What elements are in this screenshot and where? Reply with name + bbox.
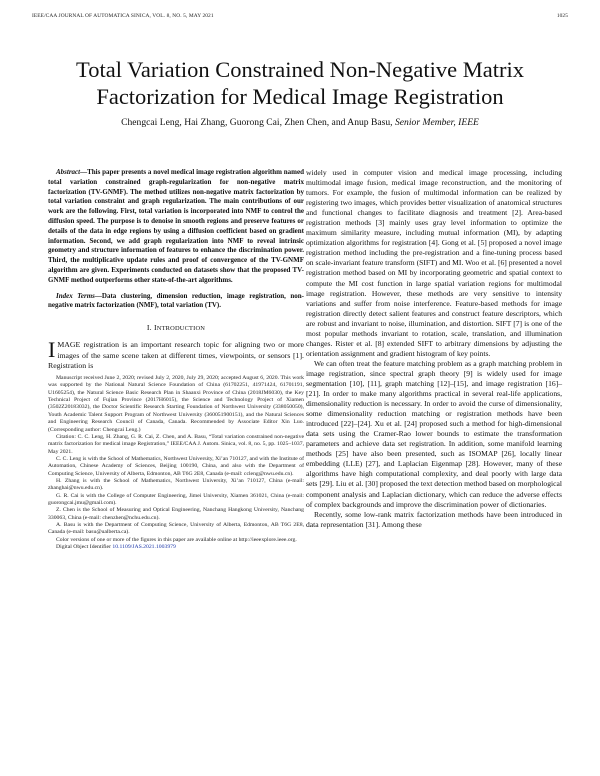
doi-line — [48, 544, 304, 551]
left-column — [48, 168, 304, 551]
drop-cap: I — [48, 337, 56, 363]
footnote-color-versions: Color versions of one or more of the figures in this paper are available online at http://ieeexplore.ieee.org. — [56, 536, 297, 543]
abstract-text: —This paper presents a novel medical image registration algorithm named total variation constrained graph-regularization for non-negative matrix factorization (TV-GNMF). The method utilizes non-negative matrix factorization by total variation constraint and graph regularization. The main contributions of our work are the following. First, total variation is incorporated into NMF to control the diffusion speed. The purpose is to denoise in smooth regions and preserve features or details of the data in edge regions by using a diffusion coefficient based on gradient information. Second, we add graph regularization into NMF to reveal intrinsic geometry and structure information of features to enhance the discrimination power. Third, the multiplicative update rules and proof of convergence of the TV-GNMF algorithm are given. Experiments conducted on datasets show that the proposed TV-GNMF method outperforms other state-of-the-art algorithms. — [48, 168, 304, 284]
section-title-first: I — [153, 323, 157, 333]
section-title-rest: NTRODUCTION — [156, 325, 206, 333]
index-terms — [48, 292, 304, 312]
journal-name: IEEE/CAA JOURNAL OF AUTOMATICA SINICA, VOL. 8, NO. 5, MAY 2021 — [32, 13, 214, 19]
body-paragraph-3: Recently, some low-rank matrix factorization methods have been introduced in data representation [31]. Among these — [306, 509, 562, 529]
index-terms-text: —Data clustering, dimension reduction, image registration, non-negative matrix factorization (NMF), total variation (TV). — [48, 291, 304, 310]
page-number: 1025 — [556, 13, 568, 19]
doi-link[interactable]: 10.1109/JAS.2021.1003979 — [112, 544, 176, 550]
footnote-author-basu: A. Basu is with the Department of Computing Science, University of Alberta, Edmonton, AB T6G 2E8, Canada (e-mail: basu@ualberta.ca). — [48, 521, 304, 536]
paper-title: Total Variation Constrained Non-Negative Matrix Factorization for Medical Image Registration — [76, 57, 524, 109]
section-numeral: I. — [146, 323, 152, 333]
footnote-author-zhang: H. Zhang is with the School of Mathematics, Northwest University, Xi’an 710127, China (e-mail: zhanghai@nwu.edu.cn). — [48, 477, 304, 492]
intro-paragraph — [48, 337, 304, 371]
footnote-manuscript: Manuscript received June 2, 2020; revised July 2, 2020, July 29, 2020; accepted August 6, 2020. This work was supported by the National Natural Science Foundation of China (61702251, 41971424, 61701191, U1605254), the Natural Science Basic Research Plan in Shaanxi Province of China (2018JM6030), the Key Technical Project of Fujian Province (2017H6015), the Science and Technology Project of Xiamen (3502Z20183032), the Doctor Scientific Research Starting Foundation of Northwest University (338050050), Youth Academic Talent Support Program of Northwest University (360051900151), and the Natural Sciences and Engineering Research Council of Canada, Canada. Recommended by Associate Editor Xin Luo. (Corresponding author: Chengcai Leng.) — [48, 375, 304, 433]
right-column — [306, 168, 562, 530]
footnote-author-cai: G. R. Cai is with the College of Computer Engineering, Jimei University, Xiamen 361021, China (e-mail: guorongcai.jmu@gmail.com). — [48, 492, 304, 506]
abstract-label: Abstract — [56, 168, 81, 176]
footnote-citation: Citation: C. C. Leng, H. Zhang, G. R. Cai, Z. Chen, and A. Basu, “Total variation constrained non-negative matrix factorization for medical image Registration,” IEEE/CAA J. Autom. Sinica, vol. 8, no. 5, pp. 1025–1037, May 2021. — [48, 433, 304, 455]
author-names: Chengcai Leng, Hai Zhang, Guorong Cai, Zhen Chen, and Anup Basu, — [121, 117, 393, 128]
section-heading-introduction — [48, 323, 304, 334]
abstract — [48, 168, 304, 286]
intro-text: MAGE registration is an important research topic for aligning two or more images of the same scene taken at different times, viewpoints, or sensors [1]. Registration is — [48, 340, 304, 370]
doi-label: Digital Object Identifier — [56, 544, 111, 550]
author-line — [30, 117, 570, 128]
index-terms-label: Index Terms — [56, 291, 95, 300]
footnote-author-chen: Z. Chen is the School of Measuring and Optical Engineering, Nanchang Hangkong University, Nanchang 330063, China (e-mail: chenzhen@nchu.edu.cn). — [48, 507, 304, 521]
body-paragraph-1: widely used in computer vision and medical image processing, including multimodal image fusion, medical image reconstruction, and the monitoring of tumors. For example, the fusion of multimodal information can be realized by registering two images, which provides better visualization of anatomical structures and functional changes to facilitate diagnosis and treatment [2]. Area-based registration methods [3] mainly uses gray level information to optimize the maximum similarity measure, including mutual information (MI), by adapting optimization algorithms for registration [4]. Gong et al. [5] proposed a novel image registration method including the pre-registration and a fine-tuning process based on scale-invariant feature transform (SIFT) and MI. Woo et al. [6] presented a novel registration method based on MI by incorporating geometric and spatial context to compute the MI cost function in large spatial variation regions for multimodal image registration. However, these methods are very sensitive to intensity variations and suffer from noise interference. Feature-based methods for image registration directly detect salient features and construct feature descriptors, which are robust and invariant to noise, illumination, and distortion. SIFT [7] is one of the most popular methods invariant to rotation, scale, translation, and illumination changes. Rister et al. [8] extended SIFT to arbitrary dimensions by adjusting the orientation assignment and gradient histogram of key points. — [306, 168, 562, 358]
author-role: Senior Member, IEEE — [395, 117, 479, 128]
body-paragraph-2: We can often treat the feature matching problem as a graph matching problem in image registration, since spectral graph theory [9] is widely used for image segmentation [10], [11], graph matching [12]–[15], and image registration [16]–[21]. In order to make many algorithms practical in several real-life applications, dimensionality reduction is necessary. In order to avoid the curse of dimensionality, some dimensionality reduction matching or registration methods have been introduced [22]–[24]. Xu et al. [24] proposed such a method for high-dimensional data sets using the Cramer-Rao lower bounds to estimate the transformation parameters and achieve data set registration. In addition, some manifold learning methods [25] have also been presented, such as ISOMAP [26], locally linear embedding (LLE) [27], and Laplacian Eigenmap [28]. However, many of these algorithms have high computational complexity, and deal poorly with large data sets [29]. Liu et al. [30] proposed the text detection method based on morphological component analysis and Laplacian dictionary, which can reduce the adverse effects of complex backgrounds and improve the discrimination power of dictionaries. — [306, 358, 562, 509]
running-header — [32, 13, 568, 23]
footnote-author-leng: C. C. Leng is with the School of Mathematics, Northwest University, Xi’an 710127, and with the Institute of Automation, Chinese Academy of Sciences, Beijing 100190, China, and also with the Department of Computing Science, University of Alberta, Edmonton, AB T6G 2E8, Canada (e-mail: ccleng@nwu.edu.cn). — [48, 455, 304, 477]
